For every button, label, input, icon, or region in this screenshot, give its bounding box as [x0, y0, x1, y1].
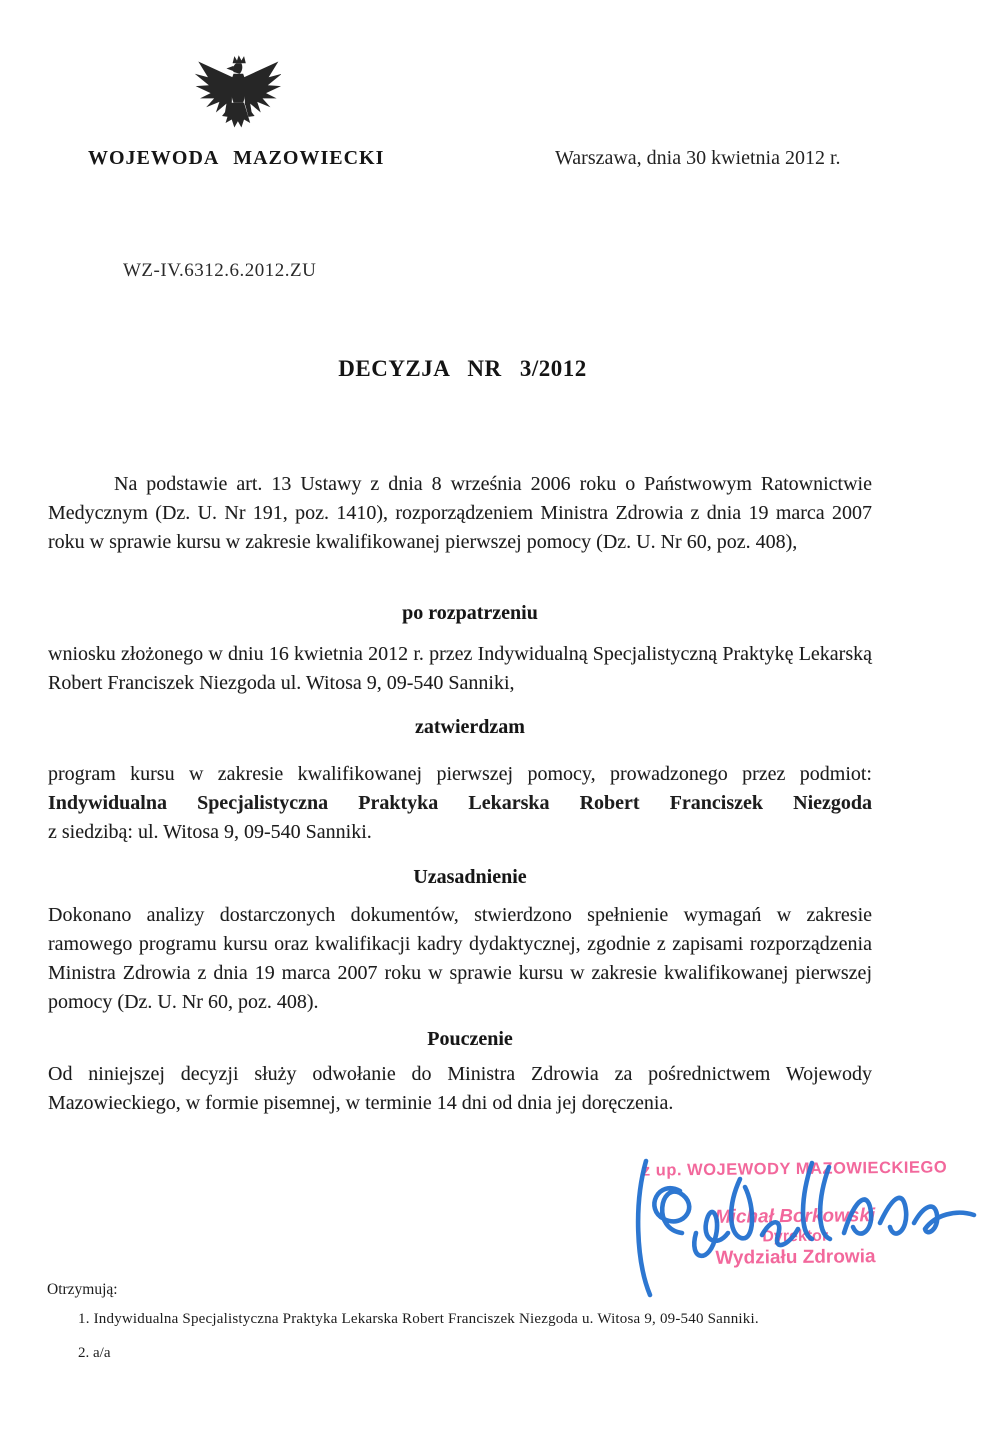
stamp-authorization-line: z up. WOJEWODY MAZOWIECKIEGO	[641, 1158, 948, 1180]
issuer-title: WOJEWODA MAZOWIECKI	[88, 147, 385, 169]
place-and-date: Warszawa, dnia 30 kwietnia 2012 r.	[555, 147, 841, 169]
after-consideration-heading: po rozpatrzeniu	[402, 602, 538, 624]
approval-heading: zatwierdzam	[415, 716, 525, 738]
polish-eagle-emblem-icon	[193, 52, 281, 136]
recipients-heading: Otrzymują:	[47, 1281, 118, 1298]
approval-entity-line: Indywidualna Specjalistyczna Praktyka Lekarska Robert Franciszek Niezgoda	[48, 792, 872, 814]
stamp-signer-role: Dyrektor	[762, 1227, 829, 1246]
reference-number: WZ-IV.6312.6.2012.ZU	[123, 260, 317, 281]
stamp-department: Wydziału Zdrowia	[715, 1246, 876, 1269]
justification-paragraph: Dokonano analizy dostarczonych dokumentów, stwierdzono spełnienie wymagań w zakresie ramowego programu kursu oraz kwalifikacji kadry dydaktycznej, zgodnie z zapisami rozporządzenia Ministra Zdrowia z dnia 19 marca 2007 roku w sprawie kursu w zakresie kwalifikowanej pierwszej pomocy (Dz. U. Nr 60, poz. 408).	[48, 904, 872, 1013]
instruction-paragraph: Od niniejszej decyzji służy odwołanie do Ministra Zdrowia za pośrednictwem Wojewody Mazowieckiego, w formie pisemnej, w terminie 14 dni od dnia jej doręczenia.	[48, 1063, 872, 1114]
application-paragraph: wniosku złożonego w dniu 16 kwietnia 2012 r. przez Indywidualną Specjalistyczną Praktykę Lekarską Robert Franciszek Niezgoda ul. Witosa 9, 09-540 Sanniki,	[48, 643, 872, 694]
handwritten-signature	[608, 1133, 980, 1311]
recipient-item: 2. a/a	[78, 1345, 111, 1361]
document-title: DECYZJA NR 3/2012	[338, 356, 587, 381]
instruction-heading: Pouczenie	[427, 1028, 513, 1050]
justification-heading: Uzasadnienie	[413, 866, 527, 888]
approval-address-line: z siedzibą: ul. Witosa 9, 09-540 Sanniki.	[48, 821, 372, 843]
approval-intro-line: program kursu w zakresie kwalifikowanej pierwszej pomocy, prowadzonego przez podmiot:	[48, 763, 872, 785]
stamp-signer-name: Michał Borkowski	[714, 1205, 876, 1228]
approval-paragraph	[48, 760, 872, 847]
legal-basis-paragraph: Na podstawie art. 13 Ustawy z dnia 8 września 2006 roku o Państwowym Ratownictwie Medycznym (Dz. U. Nr 191, poz. 1410), rozporządzeniem Ministra Zdrowia z dnia 19 marca 2007 roku w sprawie kursu w zakresie kwalifikowanej pierwszej pomocy (Dz. U. Nr 60, poz. 408),	[48, 473, 872, 553]
recipient-item: 1. Indywidualna Specjalistyczna Praktyka Lekarska Robert Franciszek Niezgoda u. Witosa 9, 09-540 Sanniki.	[78, 1311, 759, 1327]
